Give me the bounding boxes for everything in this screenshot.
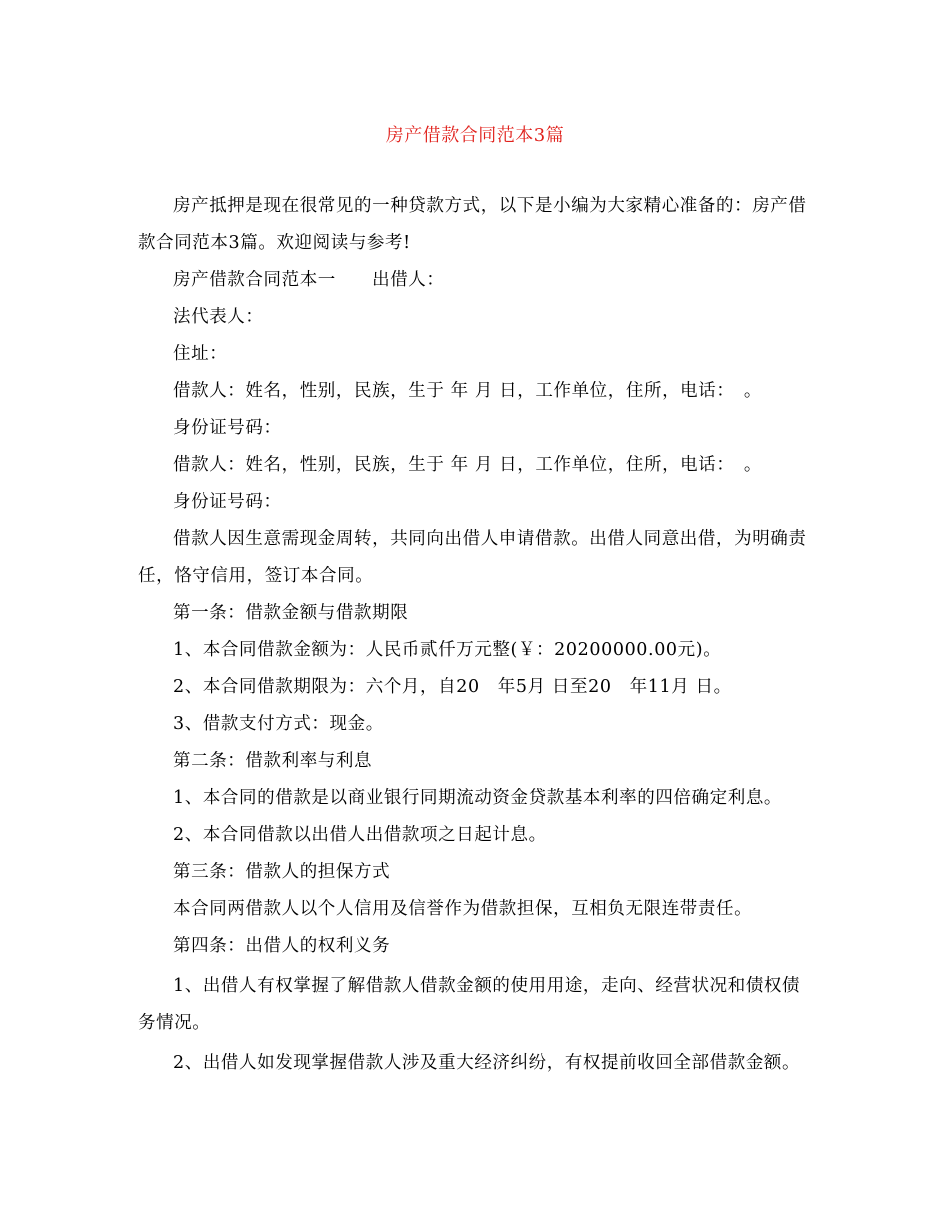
article-4-item-1: 1、出借人有权掌握了解借款人借款金额的使用用途，走向、经营状况和债权债务情况。 bbox=[138, 976, 801, 1033]
article-3-heading: 第三条：借款人的担保方式 bbox=[173, 862, 391, 882]
article-2-item-1: 1、本合同的借款是以商业银行同期流动资金贷款基本利率的四倍确定利息。 bbox=[173, 788, 783, 808]
document-title: 房产借款合同范本3篇 bbox=[385, 125, 565, 146]
purpose-paragraph: 借款人因生意需现金周转，共同向出借人申请借款。出借人同意出借，为明确责任，恪守信用，签订本合同。 bbox=[138, 529, 807, 586]
intro-paragraph: 房产抵押是现在很常见的一种贷款方式，以下是小编为大家精心准备的：房产借款合同范本3篇。欢迎阅读与参考! bbox=[138, 196, 807, 253]
article-4-heading: 第四条：出借人的权利义务 bbox=[173, 936, 391, 956]
contract-header-lender: 房产借款合同范本一 出借人： bbox=[173, 270, 445, 290]
article-4-item-2: 2、出借人如发现掌握借款人涉及重大经济纠纷，有权提前收回全部借款金额。 bbox=[173, 1053, 801, 1073]
article-1-item-1: 1、本合同借款金额为：人民币贰仟万元整(￥：20200000.00元)。 bbox=[173, 640, 722, 660]
article-3-text: 本合同两借款人以个人信用及信誉作为借款担保，互相负无限连带责任。 bbox=[173, 899, 753, 919]
id-number-line-1: 身份证号码： bbox=[173, 418, 282, 438]
article-2-heading: 第二条：借款利率与利息 bbox=[173, 751, 373, 771]
article-1-item-2: 2、本合同借款期限为：六个月，自20 年5月 日至20 年11月 日。 bbox=[173, 677, 732, 697]
legal-representative-line: 法代表人： bbox=[173, 307, 264, 327]
article-1-heading: 第一条：借款金额与借款期限 bbox=[173, 603, 409, 623]
document-body bbox=[138, 188, 818, 1082]
article-2-item-2: 2、本合同借款以出借人出借款项之日起计息。 bbox=[173, 825, 547, 845]
borrower-line-1: 借款人：姓名，性别，民族，生于 年 月 日，工作单位，住所，电话： 。 bbox=[173, 381, 762, 401]
address-line: 住址： bbox=[173, 344, 228, 364]
borrower-line-2: 借款人：姓名，性别，民族，生于 年 月 日，工作单位，住所，电话： 。 bbox=[173, 455, 762, 475]
id-number-line-2: 身份证号码： bbox=[173, 492, 282, 512]
article-1-item-3: 3、借款支付方式：现金。 bbox=[173, 714, 384, 734]
